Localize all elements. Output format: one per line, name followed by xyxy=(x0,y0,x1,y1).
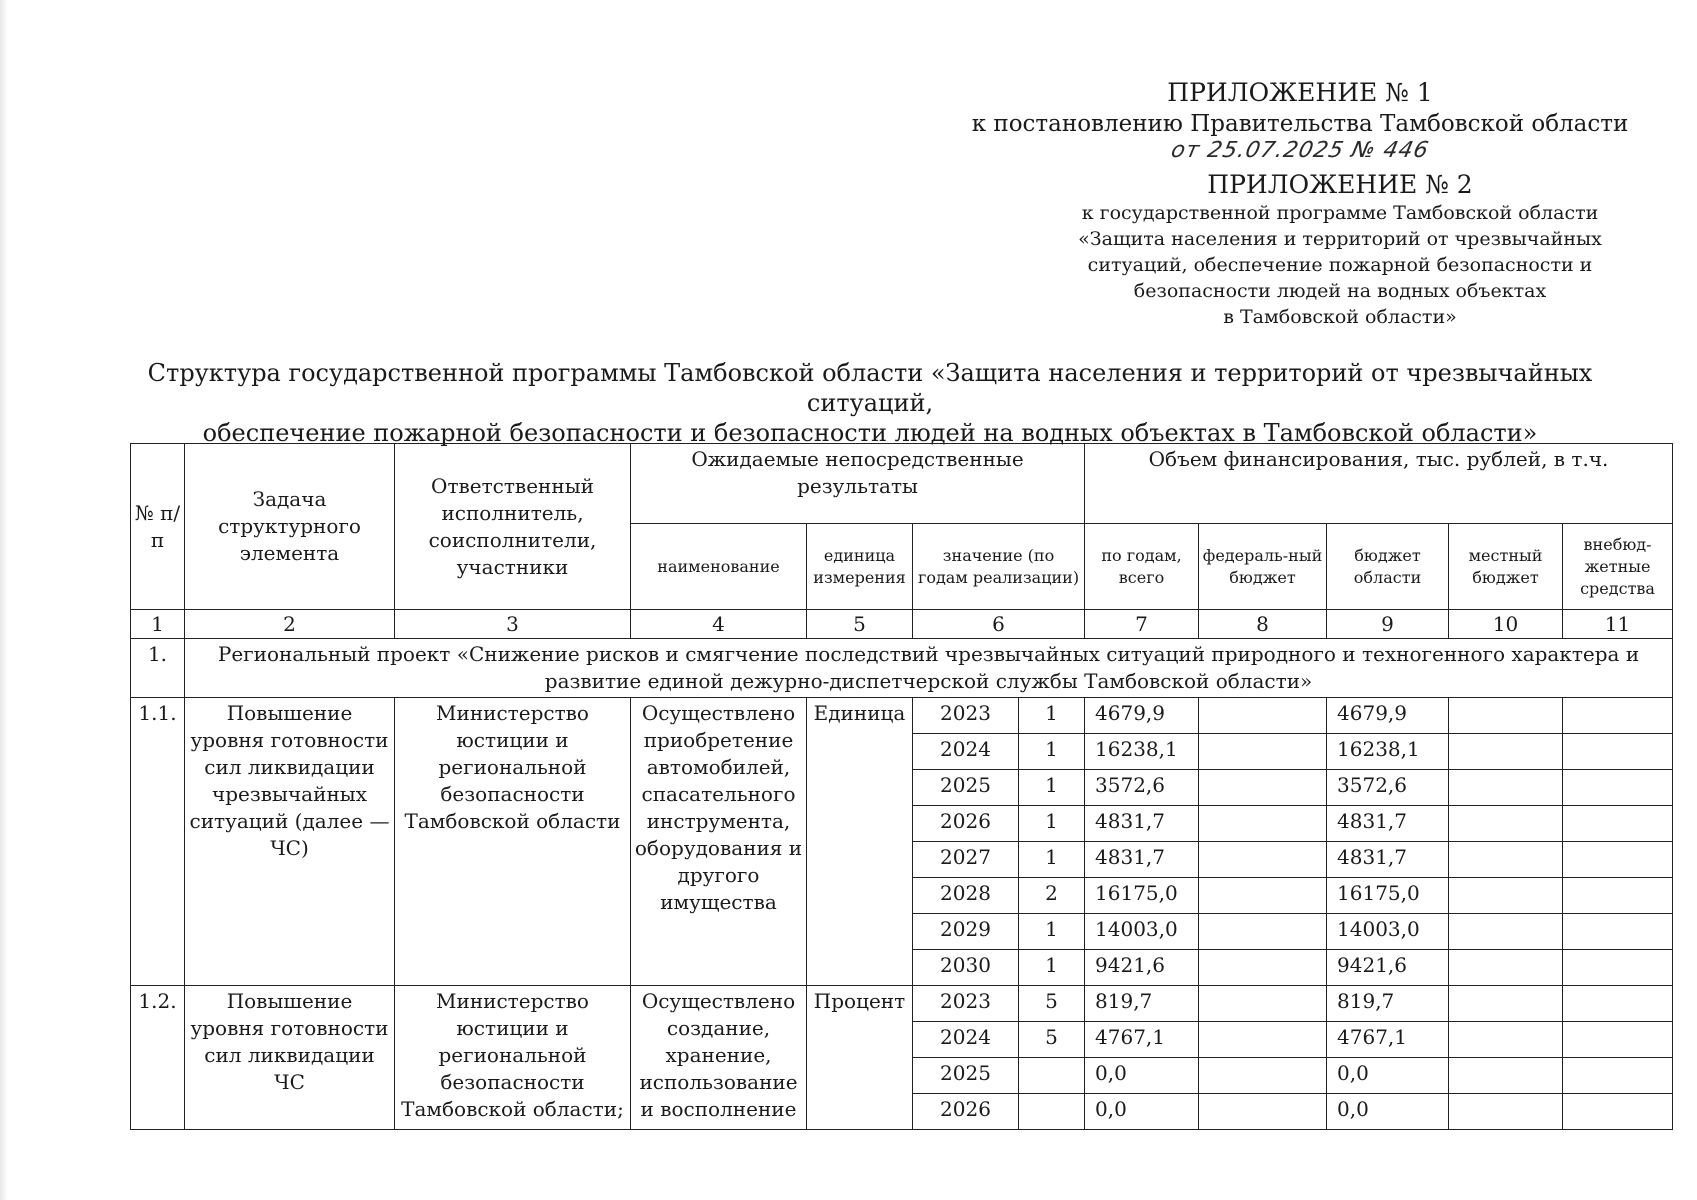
header-federal: федераль-ный бюджет xyxy=(1199,524,1327,610)
section-title: Региональный проект «Снижение рисков и смягчение последствий чрезвычайных ситуаций природного и техногенного характера и развитие единой дежурно-диспетчерской службы Тамбовской области» xyxy=(185,639,1673,698)
table-row xyxy=(131,986,1673,1022)
header-results: Ожидаемые непосредственные результаты xyxy=(631,444,1085,524)
local-cell xyxy=(1449,806,1563,842)
column-number: 8 xyxy=(1199,610,1327,639)
appendix-2-title: ПРИЛОЖЕНИЕ № 2 xyxy=(1207,170,1473,199)
local-cell xyxy=(1449,1058,1563,1094)
total-cell: 14003,0 xyxy=(1085,914,1199,950)
total-cell: 4679,9 xyxy=(1085,698,1199,734)
extra-cell xyxy=(1563,734,1673,770)
row-executor: Министерство юстиции и региональной безопасности Тамбовской области; xyxy=(395,986,631,1130)
federal-cell xyxy=(1199,842,1327,878)
appendix-2-line: ситуаций, обеспечение пожарной безопасности и xyxy=(1087,254,1593,276)
regional-cell: 4831,7 xyxy=(1327,842,1449,878)
regional-cell: 14003,0 xyxy=(1327,914,1449,950)
section-row xyxy=(131,639,1673,698)
value-cell: 5 xyxy=(1019,1022,1085,1058)
appendix-2-line: в Тамбовской области» xyxy=(1223,306,1457,328)
local-cell xyxy=(1449,986,1563,1022)
heading-line-2: обеспечение пожарной безопасности и безопасности людей на водных объектах в Тамбовской области» xyxy=(202,419,1538,447)
regional-cell: 4831,7 xyxy=(1327,806,1449,842)
local-cell xyxy=(1449,770,1563,806)
row-task: Повышение уровня готовности сил ликвидации чрезвычайных ситуаций (далее — ЧС) xyxy=(185,698,395,986)
federal-cell xyxy=(1199,1094,1327,1130)
header-name: наименование xyxy=(631,524,807,610)
regional-cell: 4767,1 xyxy=(1327,1022,1449,1058)
local-cell xyxy=(1449,878,1563,914)
local-cell xyxy=(1449,698,1563,734)
value-cell: 1 xyxy=(1019,734,1085,770)
regional-cell: 0,0 xyxy=(1327,1094,1449,1130)
total-cell: 4767,1 xyxy=(1085,1022,1199,1058)
row-number: 1.2. xyxy=(131,986,185,1130)
appendix-1-block xyxy=(960,78,1640,162)
header-regional: бюджет области xyxy=(1327,524,1449,610)
header-value: значение (по годам реализации) xyxy=(913,524,1085,610)
regional-cell: 3572,6 xyxy=(1327,770,1449,806)
column-number: 3 xyxy=(395,610,631,639)
header-row-1 xyxy=(131,444,1673,524)
local-cell xyxy=(1449,1022,1563,1058)
local-cell xyxy=(1449,842,1563,878)
year-cell: 2030 xyxy=(913,950,1019,986)
value-cell: 2 xyxy=(1019,878,1085,914)
extra-cell xyxy=(1563,842,1673,878)
column-number: 6 xyxy=(913,610,1085,639)
total-cell: 4831,7 xyxy=(1085,842,1199,878)
local-cell xyxy=(1449,914,1563,950)
header-unit: единица измерения xyxy=(807,524,913,610)
regional-cell: 4679,9 xyxy=(1327,698,1449,734)
extra-cell xyxy=(1563,698,1673,734)
row-task: Повышение уровня готовности сил ликвидации ЧС xyxy=(185,986,395,1130)
extra-cell xyxy=(1563,914,1673,950)
column-number: 11 xyxy=(1563,610,1673,639)
extra-cell xyxy=(1563,986,1673,1022)
scan-margin-shadow xyxy=(0,0,8,1200)
appendix-1-title: ПРИЛОЖЕНИЕ № 1 xyxy=(1167,78,1433,107)
regional-cell: 9421,6 xyxy=(1327,950,1449,986)
program-structure-table xyxy=(130,443,1673,1130)
value-cell xyxy=(1019,1058,1085,1094)
header-extra: внебюд-жетные средства xyxy=(1563,524,1673,610)
federal-cell xyxy=(1199,878,1327,914)
value-cell: 5 xyxy=(1019,986,1085,1022)
local-cell xyxy=(1449,950,1563,986)
year-cell: 2026 xyxy=(913,806,1019,842)
value-cell: 1 xyxy=(1019,698,1085,734)
extra-cell xyxy=(1563,770,1673,806)
extra-cell xyxy=(1563,878,1673,914)
header-funding: Объем финансирования, тыс. рублей, в т.ч. xyxy=(1085,444,1673,524)
column-number: 7 xyxy=(1085,610,1199,639)
section-number: 1. xyxy=(131,639,185,698)
federal-cell xyxy=(1199,806,1327,842)
row-number: 1.1. xyxy=(131,698,185,986)
value-cell: 1 xyxy=(1019,950,1085,986)
handwritten-resolution-number: от 25.07.2025 № 446 xyxy=(1168,138,1432,163)
federal-cell xyxy=(1199,734,1327,770)
header-by-years: по годам, всего xyxy=(1085,524,1199,610)
value-cell: 1 xyxy=(1019,914,1085,950)
year-cell: 2027 xyxy=(913,842,1019,878)
table-row xyxy=(131,698,1673,734)
year-cell: 2023 xyxy=(913,698,1019,734)
federal-cell xyxy=(1199,914,1327,950)
year-cell: 2025 xyxy=(913,1058,1019,1094)
value-cell: 1 xyxy=(1019,806,1085,842)
value-cell: 1 xyxy=(1019,770,1085,806)
total-cell: 9421,6 xyxy=(1085,950,1199,986)
total-cell: 4831,7 xyxy=(1085,806,1199,842)
value-cell xyxy=(1019,1094,1085,1130)
extra-cell xyxy=(1563,1094,1673,1130)
year-cell: 2024 xyxy=(913,734,1019,770)
year-cell: 2023 xyxy=(913,986,1019,1022)
appendix-2-line: «Защита населения и территорий от чрезвычайных xyxy=(1078,228,1602,250)
regional-cell: 16238,1 xyxy=(1327,734,1449,770)
local-cell xyxy=(1449,734,1563,770)
extra-cell xyxy=(1563,1022,1673,1058)
extra-cell xyxy=(1563,1058,1673,1094)
total-cell: 0,0 xyxy=(1085,1058,1199,1094)
column-number: 2 xyxy=(185,610,395,639)
extra-cell xyxy=(1563,950,1673,986)
heading-line-1: Структура государственной программы Тамбовской области «Защита населения и территорий от чрезвычайных ситуаций, xyxy=(147,359,1593,417)
regional-cell: 0,0 xyxy=(1327,1058,1449,1094)
column-number: 5 xyxy=(807,610,913,639)
federal-cell xyxy=(1199,986,1327,1022)
local-cell xyxy=(1449,1094,1563,1130)
total-cell: 16175,0 xyxy=(1085,878,1199,914)
column-number: 9 xyxy=(1327,610,1449,639)
regional-cell: 16175,0 xyxy=(1327,878,1449,914)
column-number: 1 xyxy=(131,610,185,639)
appendix-2-line: безопасности людей на водных объектах xyxy=(1133,280,1547,302)
federal-cell xyxy=(1199,950,1327,986)
federal-cell xyxy=(1199,1022,1327,1058)
row-unit: Единица xyxy=(807,698,913,986)
appendix-2-block xyxy=(1040,170,1640,330)
federal-cell xyxy=(1199,1058,1327,1094)
year-cell: 2025 xyxy=(913,770,1019,806)
total-cell: 16238,1 xyxy=(1085,734,1199,770)
year-cell: 2026 xyxy=(913,1094,1019,1130)
header-executor: Ответственный исполнитель, соисполнители, участники xyxy=(395,444,631,610)
appendix-2-line: к государственной программе Тамбовской области xyxy=(1081,202,1599,224)
year-cell: 2024 xyxy=(913,1022,1019,1058)
total-cell: 819,7 xyxy=(1085,986,1199,1022)
federal-cell xyxy=(1199,770,1327,806)
row-result: Осуществлено создание, хранение, использование и восполнение xyxy=(631,986,807,1130)
column-numbers-row xyxy=(131,610,1673,639)
column-number: 4 xyxy=(631,610,807,639)
regional-cell: 819,7 xyxy=(1327,986,1449,1022)
column-number: 10 xyxy=(1449,610,1563,639)
value-cell: 1 xyxy=(1019,842,1085,878)
header-num: № п/п xyxy=(131,444,185,610)
header-local: местный бюджет xyxy=(1449,524,1563,610)
year-cell: 2029 xyxy=(913,914,1019,950)
row-unit: Процент xyxy=(807,986,913,1130)
year-cell: 2028 xyxy=(913,878,1019,914)
total-cell: 0,0 xyxy=(1085,1094,1199,1130)
document-heading xyxy=(110,358,1630,448)
total-cell: 3572,6 xyxy=(1085,770,1199,806)
federal-cell xyxy=(1199,698,1327,734)
extra-cell xyxy=(1563,806,1673,842)
row-executor: Министерство юстиции и региональной безопасности Тамбовской области xyxy=(395,698,631,986)
header-task: Задача структурного элемента xyxy=(185,444,395,610)
appendix-1-subtitle: к постановлению Правительства Тамбовской области xyxy=(971,111,1629,137)
row-result: Осуществлено приобретение автомобилей, спасательного инструмента, оборудования и другого имущества xyxy=(631,698,807,986)
